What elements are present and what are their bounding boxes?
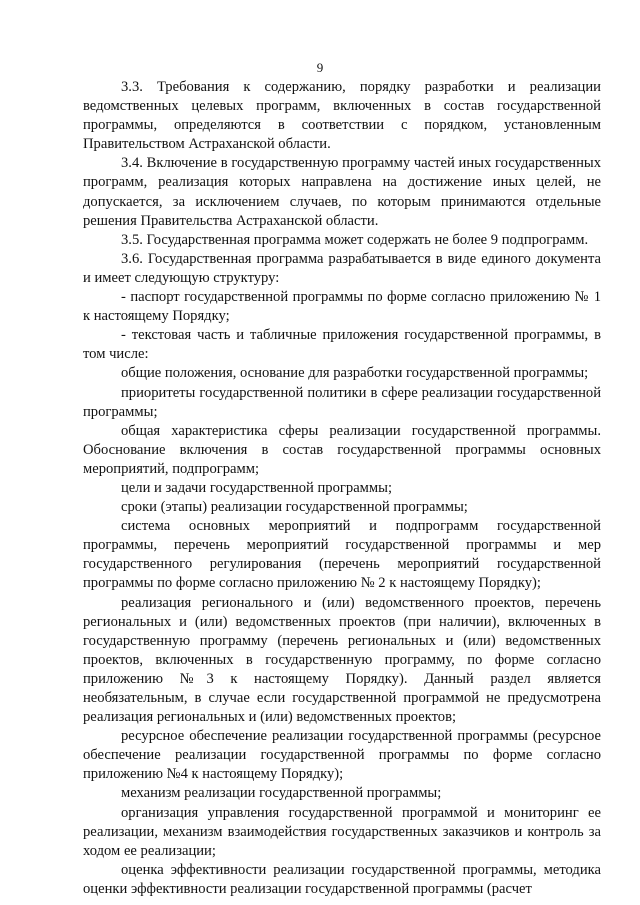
page-number: 9 [316, 60, 324, 75]
list-item-mechanism: механизм реализации государственной программы; [121, 785, 442, 802]
list-item-measures-system: система основных мероприятий и подпрограмм государственной программы, перечень мероприятий государственной программы и мер государственного регулирования (перечень мероприятий государственной программы по форме согласно приложению № 2 к настоящему Порядку); [83, 518, 601, 592]
list-item-regional-projects: реализация регионального и (или) ведомственного проектов, перечень региональных и (или) ведомственных проектов (при наличии), включенных в государственную программу (перечень региональных и (или) ведомственных проектов, включенных в государственную программу, по форме согласно приложению №3 к настоящему Порядку). Данный раздел является необязательным, в случае если государственной программой не предусмотрена реализация региональных и (или) ведомственных проектов; [83, 594, 601, 726]
paragraph-3-4: 3.4. Включение в государственную программу частей иных государственных программ, реализация которых направлена на достижение иных целей, не допускается, за исключением случаев, по которым принимаются отдельные решения Правительства Астраханской области. [83, 155, 601, 229]
paragraph-3-3: 3.3. Требования к содержанию, порядку разработки и реализации ведомственных целевых программ, включенных в состав государственной программы, определяются в соответствии с порядком, установленным Правительством Астраханской области. [83, 79, 601, 153]
list-item-characteristics: общая характеристика сферы реализации государственной программы. Обоснование включения в состав государственной программы основных мероприятий, подпрограмм; [83, 422, 601, 477]
list-item-management: организация управления государственной программой и мониторинг ее реализации, механизм взаимодействия государственных заказчиков и контроль за ходом ее реализации; [83, 804, 601, 859]
list-item-priorities: приоритеты государственной политики в сфере реализации государственной программы; [83, 384, 601, 420]
list-item-passport: - паспорт государственной программы по форме согласно приложению № 1 к настоящему Порядку; [83, 289, 601, 325]
paragraph-3-6: 3.6. Государственная программа разрабатывается в виде единого документа и имеет следующую структуру: [83, 250, 601, 286]
list-item-resources: ресурсное обеспечение реализации государственной программы (ресурсное обеспечение реализации государственной программы по форме согласно приложению №4 к настоящему Порядку); [83, 728, 601, 783]
paragraph-3-5: 3.5. Государственная программа может содержать не более 9 подпрограмм. [121, 231, 589, 248]
list-item-text-part: - текстовая часть и табличные приложения государственной программы, в том числе: [83, 327, 601, 363]
list-item-general-provisions: общие положения, основание для разработки государственной программы; [121, 365, 589, 382]
list-item-terms: сроки (этапы) реализации государственной программы; [121, 499, 468, 516]
document-body [83, 78, 601, 899]
list-item-goals: цели и задачи государственной программы; [121, 479, 392, 496]
list-item-efficiency: оценка эффективности реализации государственной программы, методика оценки эффективности реализации государственной программы (расчет [83, 861, 601, 897]
